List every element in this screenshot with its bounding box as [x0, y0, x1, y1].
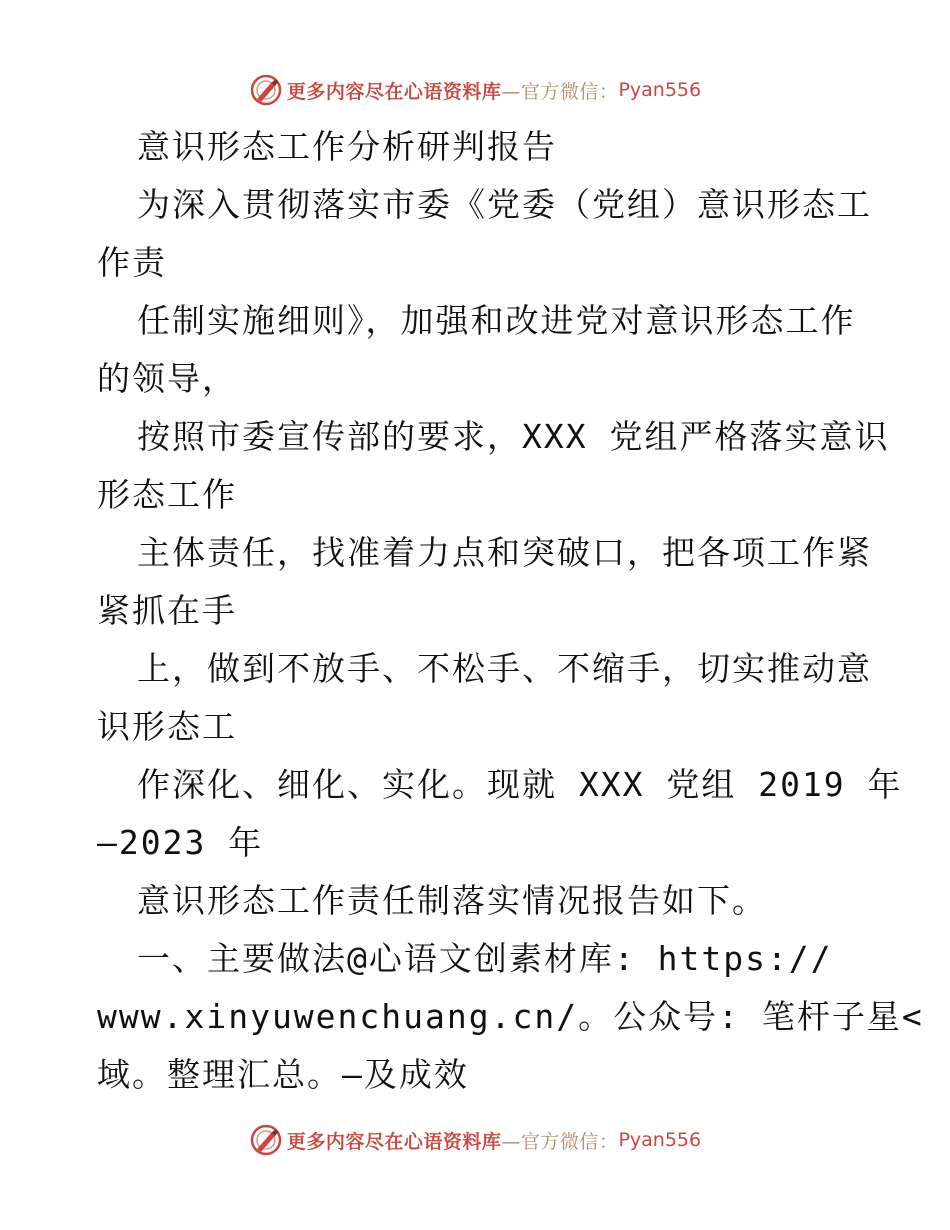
header-watermark — [0, 72, 950, 108]
watermark-wechat-id: Pyan556 — [618, 1129, 702, 1151]
pen-logo-icon — [249, 1123, 283, 1157]
document-body — [97, 118, 924, 1104]
text-line: 按照市委宣传部的要求，XXX 党组严格落实意识 — [137, 417, 890, 456]
text-line: 作深化、细化、实化。现就 XXX 党组 2019 年 — [137, 765, 903, 804]
text-line: 主体责任，找准着力点和突破口，把各项工作紧 — [137, 533, 872, 572]
text-line: 为深入贯彻落实市委《党委（党组）意识形态工 — [137, 185, 872, 224]
text-line: 任制实施细则》，加强和改进党对意识形态工作 — [137, 301, 856, 340]
text-line: 作责 — [97, 243, 167, 282]
watermark-main-text: 更多内容尽在心语资料库 — [286, 80, 502, 103]
text-line: 紧抓在手 — [97, 591, 237, 630]
text-line: 域。整理汇总。—及成效 — [97, 1055, 469, 1094]
text-line: 形态工作 — [97, 475, 237, 514]
footer-watermark — [0, 1122, 950, 1158]
watermark-sub-text: —官方微信： — [501, 80, 619, 103]
watermark-sub-text: —官方微信： — [501, 1130, 619, 1153]
document-title: 意识形态工作分析研判报告 — [137, 127, 557, 166]
watermark-wechat-id: Pyan556 — [618, 79, 702, 101]
text-line: www.xinyuwenchuang.cn/。公众号: 笔杆子星< — [97, 997, 924, 1036]
pen-logo-icon — [249, 73, 283, 107]
text-line: 一、主要做法@心语文创素材库: https:// — [137, 939, 833, 978]
text-line: 上，做到不放手、不松手、不缩手，切实推动意 — [137, 649, 872, 688]
text-line: —2023 年 — [97, 823, 264, 862]
text-line: 意识形态工作责任制落实情况报告如下。 — [137, 881, 767, 920]
text-line: 识形态工 — [97, 707, 237, 746]
watermark-main-text: 更多内容尽在心语资料库 — [286, 1130, 502, 1153]
text-line: 的领导， — [97, 359, 237, 398]
